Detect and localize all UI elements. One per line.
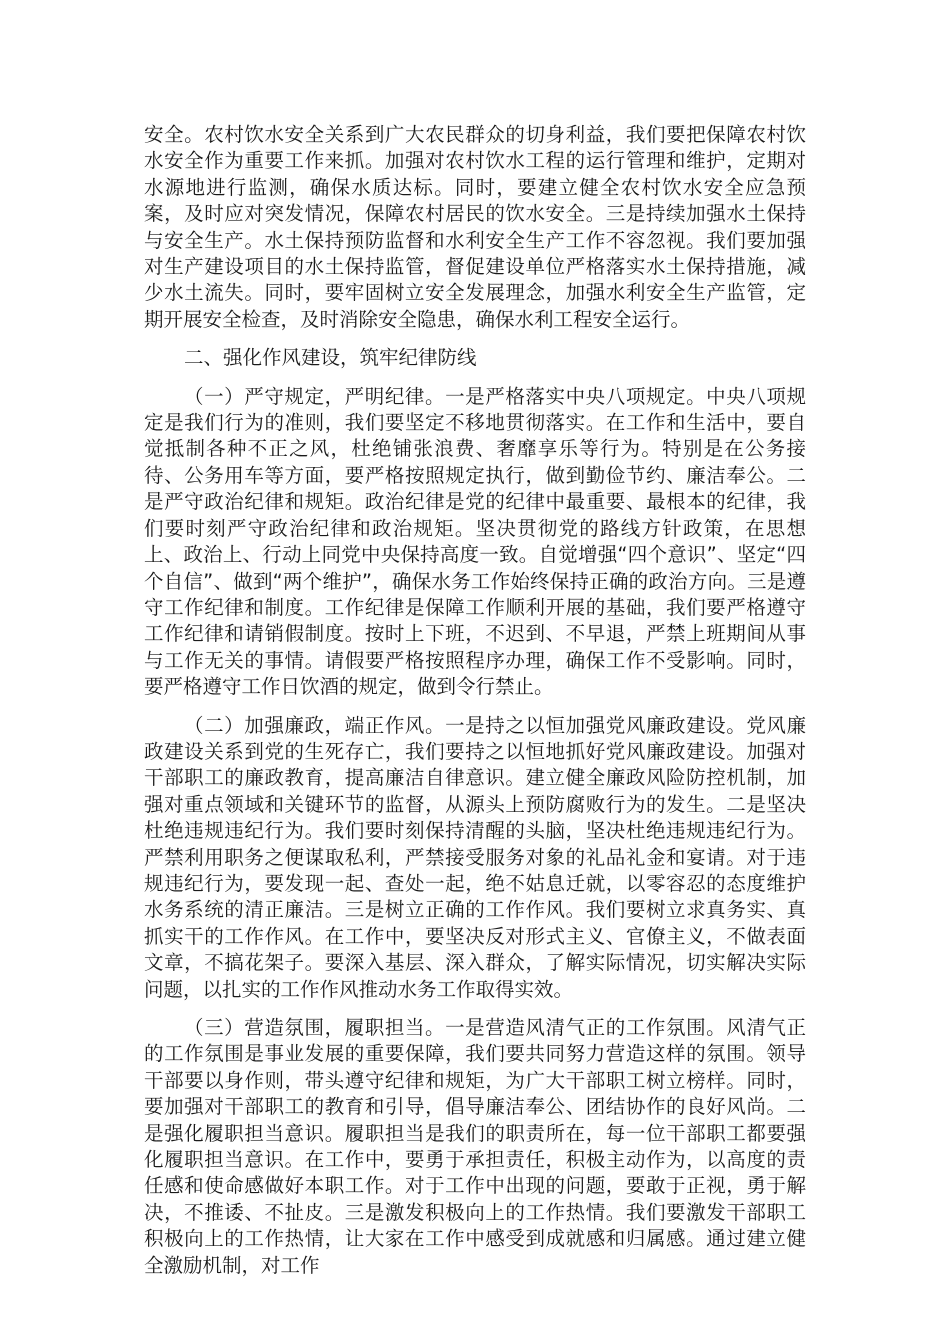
paragraph-discipline: （一）严守规定，严明纪律。一是严格落实中央八项规定。中央八项规定是我们行为的准则，我们要坚定不移地贯彻落实。在工作和生活中，要自觉抵制各种不正之风，杜绝铺张浪费、奢靡享乐等行为。特别是在公务接待、公务用车等方面，要严格按照规定执行，做到勤俭节约、廉洁奉公。二是严守政治纪律和规矩。政治纪律是党的纪律中最重要、最根本的纪律，我们要时刻严守政治纪律和政治规矩。坚决贯彻党的路线方针政策，在思想上、政治上、行动上同党中央保持高度一致。自觉增强“四个意识”、坚定“四个自信”、做到“两个维护”，确保水务工作始终保持正确的政治方向。三是遵守工作纪律和制度。工作纪律是保障工作顺利开展的基础，我们要严格遵守工作纪律和请销假制度。按时上下班，不迟到、不早退，严禁上班期间从事与工作无关的事情。请假要严格按照程序办理，确保工作不受影响。同时，要严格遵守工作日饮酒的规定，做到令行禁止。 — [144, 384, 806, 699]
section-heading: 二、强化作风建设，筑牢纪律防线 — [184, 346, 477, 370]
document-body — [144, 122, 806, 1291]
paragraph-atmosphere: （三）营造氛围，履职担当。一是营造风清气正的工作氛围。风清气正的工作氛围是事业发展的重要保障，我们要共同努力营造这样的氛围。领导干部要以身作则，带头遵守纪律和规矩，为广大干部职工树立榜样。同时，要加强对干部职工的教育和引导，倡导廉洁奉公、团结协作的良好风尚。二是强化履职担当意识。履职担当是我们的职责所在，每一位干部职工都要强化履职担当意识。在工作中，要勇于承担责任，积极主动作为，以高度的责任感和使命感做好本职工作。对于工作中出现的问题，要敢于正视，勇于解决，不推诿、不扯皮。三是激发积极向上的工作热情。我们要激发干部职工积极向上的工作热情，让大家在工作中感受到成就感和归属感。通过建立健全激励机制，对工作 — [144, 1016, 806, 1277]
paragraph-integrity: （二）加强廉政，端正作风。一是持之以恒加强党风廉政建设。党风廉政建设关系到党的生死存亡，我们要持之以恒地抓好党风廉政建设。加强对干部职工的廉政教育，提高廉洁自律意识。建立健全廉政风险防控机制，加强对重点领域和关键环节的监督，从源头上预防腐败行为的发生。二是坚决杜绝违规违纪行为。我们要时刻保持清醒的头脑，坚决杜绝违规违纪行为。严禁利用职务之便谋取私利，严禁接受服务对象的礼品礼金和宴请。对于违规违纪行为，要发现一起、查处一起，绝不姑息迁就，以零容忍的态度维护水务系统的清正廉洁。三是树立正确的工作作风。我们要树立求真务实、真抓实干的工作作风。在工作中，要坚决反对形式主义、官僚主义，不做表面文章，不搞花架子。要深入基层、深入群众，了解实际情况，切实解决实际问题，以扎实的工作作风推动水务工作取得实效。 — [144, 713, 806, 1001]
paragraph-continuation: 安全。农村饮水安全关系到广大农民群众的切身利益，我们要把保障农村饮水安全作为重要工作来抓。加强对农村饮水工程的运行管理和维护，定期对水源地进行监测，确保水质达标。同时，要建立健全农村饮水安全应急预案，及时应对突发情况，保障农村居民的饮水安全。三是持续加强水土保持与安全生产。水土保持预防监督和水利安全生产工作不容忽视。我们要加强对生产建设项目的水土保持监管，督促建设单位严格落实水土保持措施，减少水土流失。同时，要牢固树立安全发展理念，加强水利安全生产监管，定期开展安全检查，及时消除安全隐患，确保水利工程安全运行。 — [144, 123, 806, 331]
